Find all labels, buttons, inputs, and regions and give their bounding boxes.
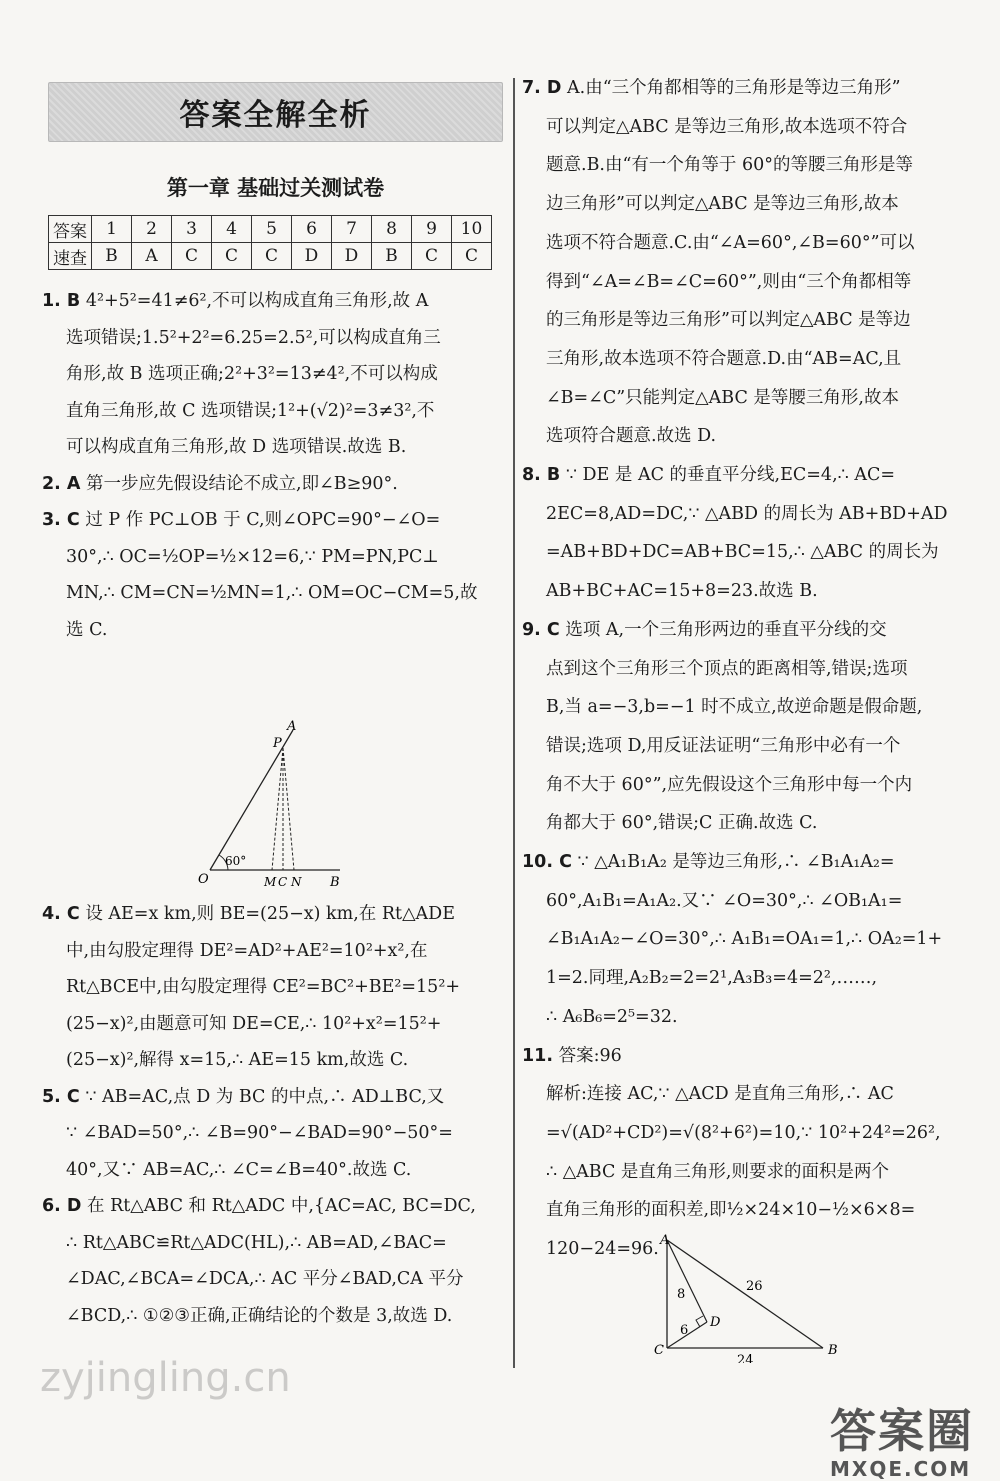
text-line <box>546 575 818 608</box>
text-line <box>546 343 901 376</box>
table-cell: D <box>292 243 332 270</box>
line-text: 解析:连接 AC,∵ △ACD 是直角三角形,∴ AC <box>546 1084 894 1105</box>
text-line <box>522 846 895 879</box>
text-line <box>546 1117 941 1150</box>
text-line <box>66 1300 452 1333</box>
question-number: 1. B <box>42 291 81 311</box>
label-8: 8 <box>677 1287 686 1302</box>
line-text: B,当 a=−3,b=−1 时不成立,故逆命题是假命题, <box>546 697 923 718</box>
line-text: 直角三角形,故 C 选项错误;1²+(√2)²=3≠3²,不 <box>66 400 435 421</box>
text-line <box>66 1008 441 1041</box>
table-cell: C <box>172 243 212 270</box>
label-n: N <box>291 875 302 889</box>
line-text: ∴ A₆B₆=2⁵=32. <box>546 1006 678 1027</box>
label-26: 26 <box>746 1279 763 1294</box>
line-text: 中,由勾股定理得 DE²=AD²+AE²=10²+x²,在 <box>66 940 428 961</box>
text-line <box>66 971 460 1004</box>
question-number: 8. B <box>522 465 561 485</box>
line-text: ∠B=∠C”只能判定△ABC 是等腰三角形,故本 <box>546 387 899 408</box>
text-line <box>66 1117 453 1150</box>
label-m: M <box>264 875 277 889</box>
line-text: 题意.B.由“有一个角等于 60°的等腰三角形是等 <box>546 155 914 176</box>
line-text: 可以判定△ABC 是等边三角形,故本选项不符合 <box>546 116 908 137</box>
label-a: A <box>660 1233 670 1248</box>
label-a: A <box>287 720 297 734</box>
line-text: 错误;选项 D,用反证法证明“三角形中必有一个 <box>546 735 901 756</box>
line-text: ∠BCD,∴ ①②③正确,正确结论的个数是 3,故选 D. <box>66 1305 453 1326</box>
line-text: 边三角形”可以判定△ABC 是等边三角形,故本 <box>546 194 899 215</box>
table-cell: 1 <box>92 216 132 243</box>
line-text: (25−x)²,解得 x=15,∴ AE=15 km,故选 C. <box>66 1050 409 1070</box>
table-cell: B <box>92 243 132 270</box>
line-text: 第一步应先假设结论不成立,即∠B≥90°. <box>80 473 398 494</box>
text-line <box>42 468 398 501</box>
text-line <box>546 1194 915 1227</box>
text-line <box>546 536 939 569</box>
line-text: 40°,又∵ AB=AC,∴ ∠C=∠B=40°.故选 C. <box>66 1159 412 1180</box>
text-line <box>42 504 440 537</box>
question-number: 4. C <box>42 904 80 924</box>
text-line <box>66 1227 447 1260</box>
text-line <box>66 541 439 574</box>
text-line <box>546 807 817 840</box>
line-text: 角都大于 60°,错误;C 正确.故选 C. <box>546 813 818 834</box>
table-cell: B <box>372 243 412 270</box>
text-line <box>522 459 895 492</box>
line-text: 设 AE=x km,则 BE=(25−x) km,在 Rt△ADE <box>79 904 455 924</box>
label-b: B <box>330 875 340 890</box>
line-text: 120−24=96. <box>546 1239 659 1259</box>
line-text: ∴ △ABC 是直角三角形,则要求的面积是两个 <box>546 1161 889 1182</box>
question-number: 10. C <box>522 852 572 872</box>
text-line <box>66 935 427 968</box>
line-text: 30°,∴ OC=½OP=½×12=6,∵ PM=PN,PC⊥ <box>66 546 439 567</box>
line-text: ∵ △A₁B₁A₂ 是等边三角形,∴ ∠B₁A₁A₂= <box>571 852 895 872</box>
line-text: ∴ Rt△ABC≌Rt△ADC(HL),∴ AB=AD,∠BAC= <box>66 1232 447 1253</box>
label-6: 6 <box>680 1323 689 1338</box>
text-line <box>42 285 428 318</box>
table-cell: C <box>412 243 452 270</box>
line-text: 角形,故 B 选项正确;2²+3²=13≠4²,不可以构成 <box>66 364 438 384</box>
line-text: 角不大于 60°”,应先假设这个三角形中每一个内 <box>546 774 913 795</box>
line-text: Rt△BCE中,由勾股定理得 CE²=BC²+BE²=15²+ <box>66 977 460 997</box>
table-head-cell: 速查 <box>49 243 92 270</box>
line-text: 直角三角形的面积差,即½×24×10−½×6×8= <box>546 1200 916 1221</box>
table-cell: 5 <box>252 216 292 243</box>
text-line <box>546 1156 889 1189</box>
line-text: ∵ DE 是 AC 的垂直平分线,EC=4,∴ AC= <box>560 465 896 485</box>
label-24: 24 <box>737 1353 754 1363</box>
text-line <box>66 1044 408 1077</box>
text-line <box>546 266 911 299</box>
table-cell: 8 <box>372 216 412 243</box>
text-line <box>42 1081 444 1114</box>
text-line <box>66 322 441 355</box>
text-line <box>546 420 716 453</box>
line-text: 过 P 作 PC⊥OB 于 C,则∠OPC=90°−∠O= <box>79 510 441 530</box>
label-o: O <box>198 872 209 887</box>
figure-right-triangle-diagram <box>650 1228 850 1363</box>
line-text: 选项错误;1.5²+2²=6.25=2.5²,可以构成直角三 <box>66 327 441 348</box>
text-line <box>546 1078 894 1111</box>
text-line <box>546 885 902 918</box>
line-text: =AB+BD+DC=AB+BC=15,∴ △ABC 的周长为 <box>546 542 939 563</box>
label-p: P <box>273 736 282 751</box>
text-line <box>66 395 434 428</box>
text-line <box>66 431 406 464</box>
text-line <box>546 111 907 144</box>
label-angle: 60° <box>225 854 247 868</box>
line-text: 答案:96 <box>553 1045 622 1066</box>
label-c: C <box>278 875 288 889</box>
text-line <box>546 691 922 724</box>
text-line <box>546 1001 678 1034</box>
question-number: 6. D <box>42 1196 82 1216</box>
line-text: ∠B₁A₁A₂−∠O=30°,∴ A₁B₁=OA₁=1,∴ OA₂=1+ <box>546 929 943 950</box>
question-number: 11. <box>522 1045 554 1066</box>
table-cell: 9 <box>412 216 452 243</box>
text-line <box>42 1190 476 1223</box>
text-line <box>546 730 900 763</box>
line-text: 1=2.同理,A₂B₂=2=2¹,A₃B₃=4=2²,……, <box>546 968 878 989</box>
line-text: 2EC=8,AD=DC,∵ △ABD 的周长为 AB+BD+AD <box>546 503 948 524</box>
watermark-text: zyjingling.cn <box>40 1355 291 1401</box>
table-cell: C <box>212 243 252 270</box>
text-line <box>66 1263 464 1296</box>
text-line <box>546 382 899 415</box>
line-text: MN,∴ CM=CN=½MN=1,∴ OM=OC−CM=5,故 <box>66 583 478 603</box>
label-c: C <box>654 1343 664 1358</box>
table-cell: 6 <box>292 216 332 243</box>
chapter-title: 第一章 基础过关测试卷 <box>166 176 385 200</box>
text-line <box>546 227 915 260</box>
logo-text: 答案圈 <box>830 1404 974 1458</box>
question-number: 9. C <box>522 619 560 640</box>
table-cell: D <box>332 243 372 270</box>
figure-angle-diagram <box>195 720 355 890</box>
text-line <box>522 1040 622 1073</box>
table-cell: 10 <box>452 216 492 243</box>
question-number: 2. A <box>42 473 81 494</box>
line-text: 60°,A₁B₁=A₁A₂.又∵ ∠O=30°,∴ ∠OB₁A₁= <box>546 890 903 911</box>
table-head-cell: 答案 <box>49 216 92 243</box>
table-row <box>49 243 492 270</box>
label-b: B <box>828 1343 838 1358</box>
quick-answer-table <box>48 215 492 270</box>
label-d: D <box>710 1315 721 1330</box>
line-text: ∠DAC,∠BCA=∠DCA,∴ AC 平分∠BAD,CA 平分 <box>66 1269 464 1289</box>
logo-domain: MXQE.COM <box>830 1457 972 1481</box>
text-line <box>66 614 107 647</box>
text-line <box>522 72 901 105</box>
text-line <box>66 1154 411 1187</box>
answer-banner: 答案全解全析 <box>48 82 503 142</box>
line-text: 可以构成直角三角形,故 D 选项错误.故选 B. <box>66 437 407 457</box>
table-cell: 2 <box>132 216 172 243</box>
text-line <box>66 358 438 391</box>
site-logo <box>830 1395 974 1481</box>
line-text: 4²+5²=41≠6²,不可以构成直角三角形,故 A <box>80 291 429 311</box>
line-text: ∵ ∠BAD=50°,∴ ∠B=90°−∠BAD=90°−50°= <box>66 1123 453 1143</box>
line-text: 三角形,故本选项不符合题意.D.由“AB=AC,且 <box>546 348 902 369</box>
table-cell: 4 <box>212 216 252 243</box>
line-text: ∵ AB=AC,点 D 为 BC 的中点,∴ AD⊥BC,又 <box>79 1086 445 1107</box>
table-cell: A <box>132 243 172 270</box>
table-cell: C <box>452 243 492 270</box>
question-number: 5. C <box>42 1086 80 1107</box>
line-text: 选 C. <box>66 619 108 640</box>
text-line <box>546 188 899 221</box>
text-line <box>546 962 877 995</box>
question-number: 3. C <box>42 510 80 530</box>
line-text: 选项不符合题意.C.由“∠A=60°,∠B=60°”可以 <box>546 232 915 253</box>
line-text: 在 Rt△ABC 和 Rt△ADC 中,{AC=AC, BC=DC, <box>81 1196 476 1216</box>
line-text: A.由“三个角都相等的三角形是等边三角形” <box>561 78 901 98</box>
column-divider <box>513 78 515 1368</box>
line-text: 选项 A,一个三角形两边的垂直平分线的交 <box>559 619 887 640</box>
table-row <box>49 216 492 243</box>
text-line <box>546 653 907 686</box>
text-line <box>522 614 887 647</box>
line-text: (25−x)²,由题意可知 DE=CE,∴ 10²+x²=15²+ <box>66 1013 442 1034</box>
text-line <box>546 149 913 182</box>
text-line <box>546 304 911 337</box>
line-text: 选项符合题意.故选 D. <box>546 426 717 447</box>
line-text: 的三角形是等边三角形”可以判定△ABC 是等边 <box>546 310 911 331</box>
text-line <box>42 898 455 931</box>
line-text: AB+BC+AC=15+8=23.故选 B. <box>546 581 818 602</box>
table-cell: 3 <box>172 216 212 243</box>
text-line <box>546 498 948 531</box>
line-text: 得到“∠A=∠B=∠C=60°”,则由“三个角都相等 <box>546 271 912 292</box>
table-cell: C <box>252 243 292 270</box>
question-number: 7. D <box>522 78 562 98</box>
text-line <box>546 1233 659 1266</box>
text-line <box>546 769 912 802</box>
text-line <box>546 923 942 956</box>
line-text: 点到这个三角形三个顶点的距离相等,错误;选项 <box>546 658 908 679</box>
line-text: =√(AD²+CD²)=√(8²+6²)=10,∵ 10²+24²=26², <box>546 1122 941 1143</box>
table-cell: 7 <box>332 216 372 243</box>
text-line <box>66 577 477 610</box>
